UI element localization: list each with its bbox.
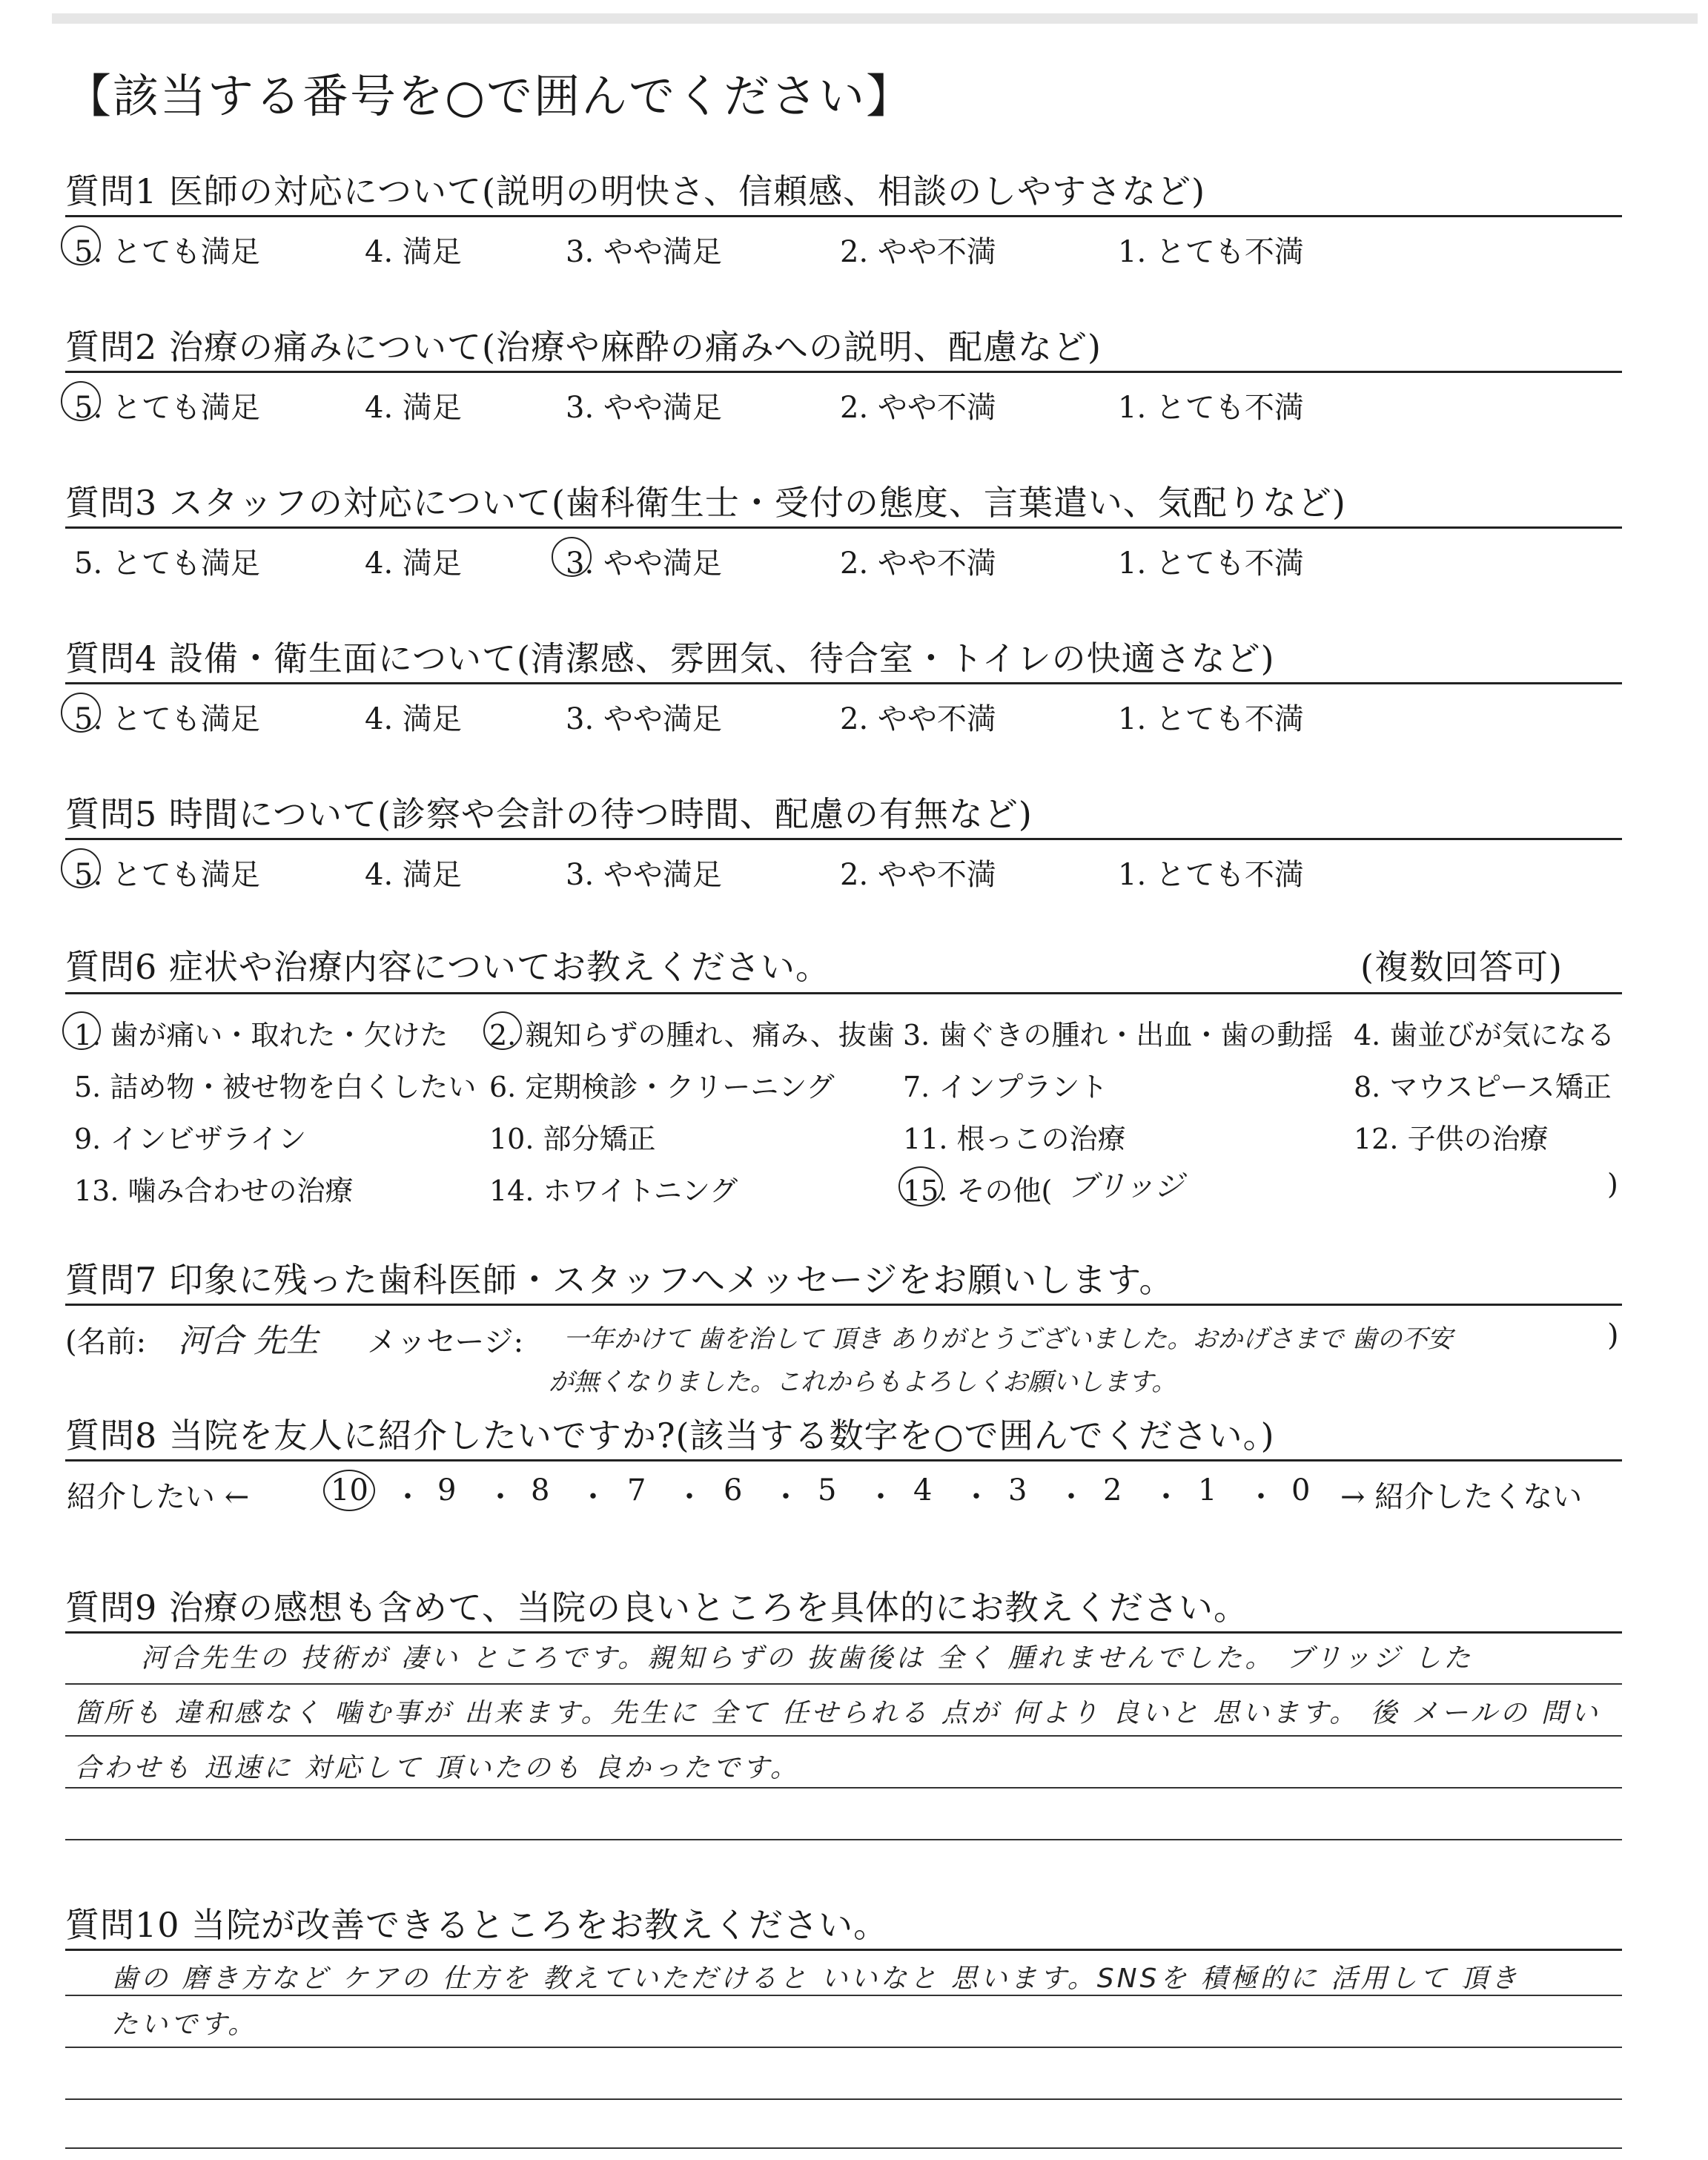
question-heading: 質問9 治療の感想も含めて、当院の良いところを具体的にお教えください。 [65,1588,1248,1628]
writing-line [65,1735,1622,1737]
scale-dot: ・ [1056,1480,1086,1514]
writing-line [65,1839,1622,1840]
q6-option-6[interactable]: 6. 定期検診・クリーニング [489,1071,835,1103]
scale-4[interactable]: 4 [913,1473,933,1507]
q6-option-3[interactable]: 3. 歯ぐきの腫れ・出血・歯の動揺 [903,1019,1334,1051]
divider [65,1304,1622,1306]
scale-right-label: → 紹介したくない [1340,1480,1583,1514]
option-4[interactable]: 4. 満足 [365,546,462,581]
option-1[interactable]: 1. とても不満 [1118,235,1304,269]
option-3[interactable]: 3. やや満足 [566,391,722,425]
scale-2[interactable]: 2 [1103,1473,1122,1507]
q6-option-12[interactable]: 12. 子供の治療 [1354,1123,1549,1155]
writing-line [65,2147,1622,2149]
writing-line [65,1995,1622,1996]
option-1[interactable]: 1. とても不満 [1118,858,1304,892]
scale-10[interactable]: 10 [331,1473,368,1507]
multiple-answers-note: (複数回答可) [1360,947,1563,987]
scale-6[interactable]: 6 [724,1473,743,1507]
q6-option-4[interactable]: 4. 歯並びが気になる [1354,1019,1615,1051]
answer-line[interactable]: 歯の 磨き方など ケアの 仕方を 教えていただけると いいなと 思います。SNSを 積極的に 活用して 頂き [111,1964,1520,1994]
scale-dot: ・ [393,1480,423,1514]
q6-other-text: ブリッジ [1068,1169,1184,1203]
answer-line[interactable]: たいです。 [111,2009,258,2040]
option-2[interactable]: 2. やや不満 [840,391,996,425]
q6-option-5[interactable]: 5. 詰め物・被せ物を白くしたい [74,1071,477,1103]
scale-dot: ・ [578,1480,608,1514]
option-4[interactable]: 4. 満足 [365,235,462,269]
writing-line [65,1683,1622,1685]
selection-circle [61,848,101,888]
message-label: メッセージ: [367,1325,524,1359]
option-1[interactable]: 1. とても不満 [1118,702,1304,736]
question-heading: 質問2 治療の痛みについて(治療や麻酔の痛みへの説明、配慮など) [65,327,1102,367]
option-4[interactable]: 4. 満足 [365,702,462,736]
option-2[interactable]: 2. やや不満 [840,235,996,269]
divider [65,215,1622,217]
writing-line [65,1787,1622,1789]
q6-option-14[interactable]: 14. ホワイトニング [489,1175,738,1207]
option-5[interactable]: 5. とても満足 [74,235,260,269]
option-3[interactable]: 3. やや満足 [566,546,722,581]
question-heading: 質問10 当院が改善できるところをお教えください。 [65,1905,889,1945]
scale-dot: ・ [675,1480,704,1514]
option-4[interactable]: 4. 満足 [365,391,462,425]
question-heading: 質問6 症状や治療内容についてお教えください。 [65,947,830,987]
scale-1[interactable]: 1 [1198,1473,1217,1507]
option-2[interactable]: 2. やや不満 [840,858,996,892]
scale-0[interactable]: 0 [1291,1473,1311,1507]
selection-circle [552,537,592,577]
divider [65,526,1622,529]
scale-dot: ・ [866,1480,896,1514]
answer-line[interactable]: 合わせも 迅速に 対応して 頂いたのも 良かったです。 [74,1753,800,1783]
scale-9[interactable]: 9 [437,1473,457,1507]
option-1[interactable]: 1. とても不満 [1118,391,1304,425]
divider [65,1631,1622,1634]
selection-circle [61,225,101,265]
scale-dot: ・ [486,1480,515,1514]
writing-line [65,2098,1622,2100]
selection-circle [61,693,101,733]
q6-option-8[interactable]: 8. マウスピース矯正 [1354,1071,1612,1103]
question-heading: 質問7 印象に残った歯科医師・スタッフへメッセージをお願いします。 [65,1260,1174,1300]
answer-line[interactable]: 箇所も 違和感なく 噛む事が 出来ます。先生に 全て 任せられる 点が 何より 良いと 思います。 後 メールの 問い [74,1698,1601,1728]
name-label: (名前: [65,1325,147,1359]
scale-left-label: 紹介したい ← [67,1480,250,1514]
scale-5[interactable]: 5 [818,1473,837,1507]
writing-line [65,2047,1622,2048]
option-4[interactable]: 4. 満足 [365,858,462,892]
divider [65,992,1622,994]
selection-circle [323,1470,375,1511]
option-2[interactable]: 2. やや不満 [840,546,996,581]
q6-option-10[interactable]: 10. 部分矯正 [489,1123,656,1155]
scale-7[interactable]: 7 [627,1473,646,1507]
question-heading: 質問5 時間について(診察や会計の待つ時間、配慮の有無など) [65,794,1033,834]
divider [65,682,1622,684]
selection-circle [898,1166,943,1206]
scale-dot: ・ [961,1480,991,1514]
option-5[interactable]: 5. とても満足 [74,546,260,581]
q6-option-2[interactable]: 2. 親知らずの腫れ、痛み、抜歯 [489,1019,895,1051]
scale-8[interactable]: 8 [531,1473,550,1507]
page-title: 【該当する番号を○で囲んでください】 [65,69,914,123]
divider [65,1949,1622,1951]
divider [65,371,1622,373]
name-value[interactable]: 河合 先生 [178,1322,319,1360]
option-3[interactable]: 3. やや満足 [566,702,722,736]
scale-dot: ・ [1246,1480,1276,1514]
question-heading: 質問4 設備・衛生面について(清潔感、雰囲気、待合室・トイレの快適さなど) [65,638,1275,678]
message-line-1[interactable]: 一年かけて 歯を治して 頂き ありがとうございました。おかげさまで 歯の不安 [563,1324,1453,1354]
question-heading: 質問1 医師の対応について(説明の明快さ、信頼感、相談のしやすさなど) [65,171,1206,211]
q6-option-15[interactable]: 15. その他( [903,1175,1053,1207]
scale-dot: ・ [1151,1480,1181,1514]
divider [65,838,1622,840]
q6-option-13[interactable]: 13. 噛み合わせの治療 [74,1175,354,1207]
scale-3[interactable]: 3 [1008,1473,1027,1507]
option-2[interactable]: 2. やや不満 [840,702,996,736]
q6-other-close: ) [1607,1168,1618,1200]
option-3[interactable]: 3. やや満足 [566,858,722,892]
message-line-2[interactable]: が無くなりました。これからもよろしくお願いします。 [549,1367,1177,1397]
option-5[interactable]: 5. とても満足 [74,858,260,892]
option-3[interactable]: 3. やや満足 [566,235,722,269]
selection-circle [62,1011,101,1050]
selection-circle [61,381,101,421]
message-close-paren: ) [1607,1318,1619,1353]
selection-circle [483,1011,522,1050]
question-heading: 質問3 スタッフの対応について(歯科衛生士・受付の態度、言葉遣い、気配りなど) [65,483,1346,523]
q6-option-1[interactable]: 1. 歯が痛い・取れた・欠けた [74,1019,448,1051]
divider [65,1459,1622,1462]
question-heading: 質問8 当院を友人に紹介したいですか?(該当する数字を○で囲んでください。) [65,1416,1275,1456]
scale-dot: ・ [771,1480,801,1514]
q6-option-7[interactable]: 7. インプラント [903,1071,1108,1103]
option-5[interactable]: 5. とても満足 [74,702,260,736]
option-1[interactable]: 1. とても不満 [1118,546,1304,581]
scan-edge [52,13,1698,24]
option-5[interactable]: 5. とても満足 [74,391,260,425]
answer-line[interactable]: 河合先生の 技術が 凄い ところです。親知らずの 抜歯後は 全く 腫れませんでした。 ブリッジ した [141,1643,1474,1674]
q6-option-11[interactable]: 11. 根っこの治療 [903,1123,1126,1155]
q6-option-9[interactable]: 9. インビザライン [74,1123,307,1155]
